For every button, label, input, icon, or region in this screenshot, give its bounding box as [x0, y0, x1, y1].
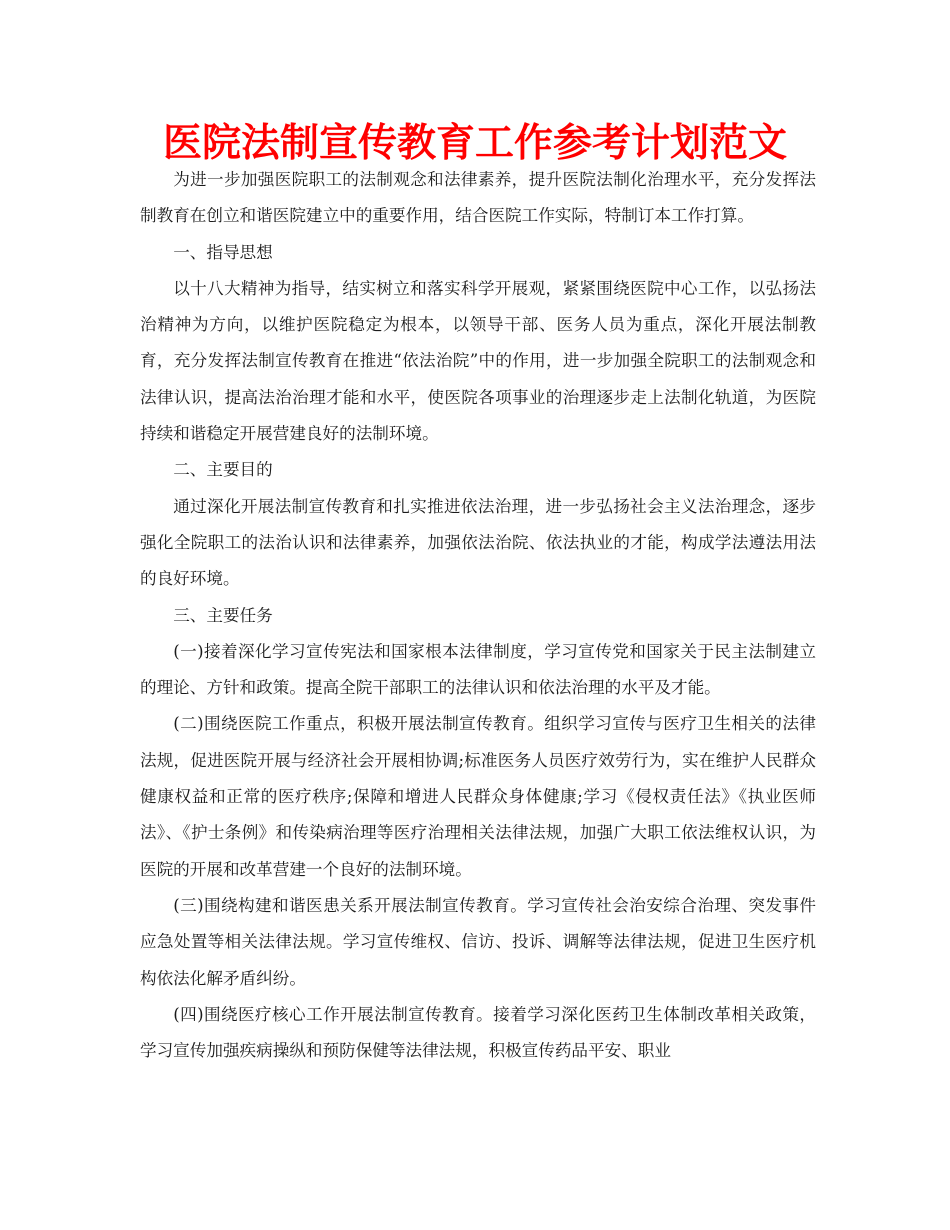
document-title: 医院法制宣传教育工作参考计划范文 — [162, 121, 787, 166]
document-body — [140, 162, 816, 1069]
main-goals-paragraph: 通过深化开展法制宣传教育和扎实推进依法治理，进一步弘扬社会主义法治理念，逐步强化全院职工的法治认识和法律素养，加强依法治院、依法执业的才能，构成学法遵法用法的良好环境。 — [140, 496, 816, 589]
section-heading-main-goals: 二、主要目的 — [173, 460, 273, 480]
task-1-paragraph: (一)接着深化学习宣传宪法和国家根本法律制度，学习宣传党和国家关于民主法制建立的理论、方针和政策。提高全院干部职工的法律认识和依法治理的水平及才能。 — [140, 641, 816, 698]
section-heading-guiding-ideology: 一、指导思想 — [173, 242, 273, 262]
task-3-paragraph: (三)围绕构建和谐医患关系开展法制宣传教育。学习宣传社会治安综合治理、突发事件应急处置等相关法律法规。学习宣传维权、信访、投诉、调解等法律法规，促进卫生医疗机构依法化解矛盾纠纷。 — [140, 895, 816, 988]
intro-paragraph: 为进一步加强医院职工的法制观念和法律素养，提升医院法制化治理水平，充分发挥法制教育在创立和谐医院建立中的重要作用，结合医院工作实际，特制订本工作打算。 — [140, 170, 816, 226]
task-2-paragraph: (二)围绕医院工作重点，积极开展法制宣传教育。组织学习宣传与医疗卫生相关的法律法规，促进医院开展与经济社会开展相协调;标准医务人员医疗效劳行为，实在维护人民群众健康权益和正常的医疗秩序;保障和增进人民群众身体健康;学习《侵权责任法》《执业医师法》、《护士条例》和传染病治理等医疗治理相关法律法规，加强广大职工依法维权认识，为医院的开展和改革营建一个良好的法制环境。 — [140, 714, 816, 879]
guiding-ideology-paragraph: 以十八大精神为指导，结实树立和落实科学开展观，紧紧围绕医院中心工作，以弘扬法治精神为方向，以维护医院稳定为根本，以领导干部、医务人员为重点，深化开展法制教育，充分发挥法制宣传教育在推进“依法治院”中的作用，进一步加强全院职工的法制观念和法律认识，提高法治治理才能和水平，使医院各项事业的治理逐步走上法制化轨道，为医院持续和谐稳定开展营建良好的法制环境。 — [140, 278, 816, 444]
task-4-paragraph: (四)围绕医疗核心工作开展法制宣传教育。接着学习深化医药卫生体制改革相关政策，学习宣传加强疾病操纵和预防保健等法律法规，积极宣传药品平安、职业 — [140, 1004, 816, 1061]
section-heading-main-tasks: 三、主要任务 — [173, 605, 273, 625]
